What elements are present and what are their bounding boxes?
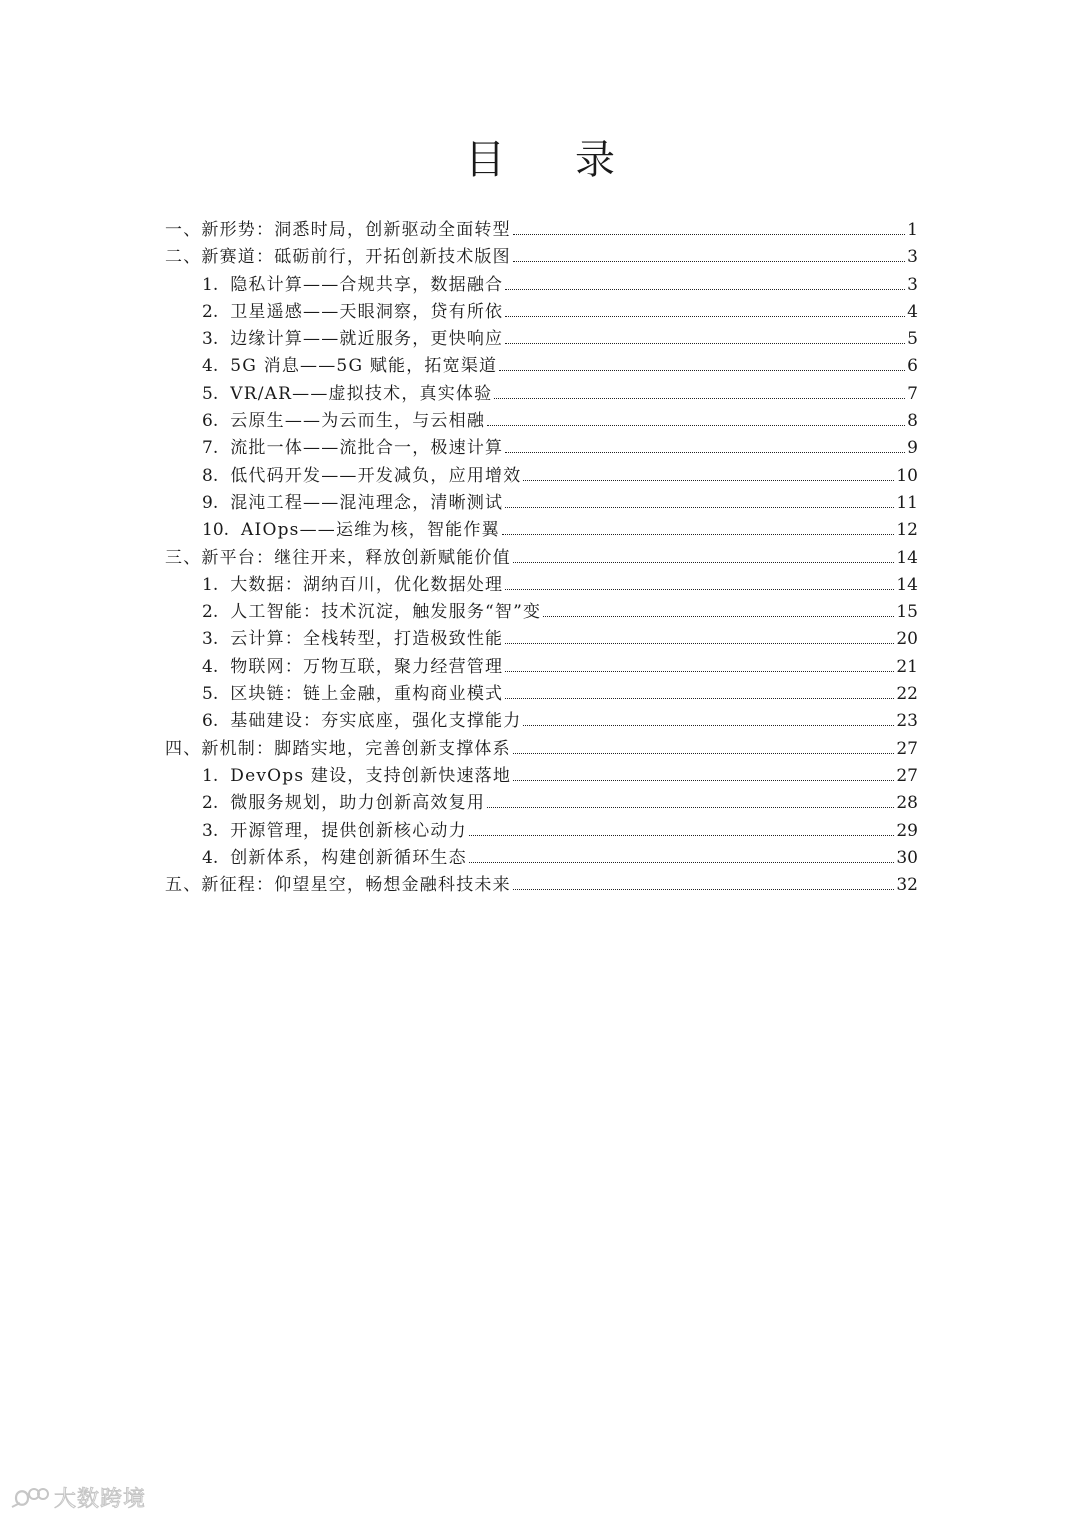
toc-dot-leader [523, 479, 894, 481]
toc-entry-number: 9. [202, 492, 219, 513]
toc-entry[interactable] [165, 845, 918, 872]
page-title-left: 目 [465, 137, 505, 183]
toc-dot-leader [499, 369, 905, 371]
toc-entry-label: 创新体系，构建创新循环生态 [230, 847, 467, 868]
toc-entry-number: 6. [202, 411, 219, 432]
toc-dot-leader [505, 588, 894, 590]
toc-page-number: 1 [907, 220, 918, 240]
toc-entry-number: 2. [202, 793, 219, 814]
toc-entry-number: 4. [202, 356, 219, 377]
toc-page-number: 12 [896, 520, 918, 541]
toc-page-number: 9 [907, 438, 918, 459]
toc-entry[interactable] [165, 217, 918, 244]
table-of-contents [165, 217, 918, 899]
toc-dot-leader [505, 697, 894, 699]
toc-entry[interactable] [165, 353, 918, 380]
toc-page-number: 23 [896, 711, 918, 732]
toc-page-number: 27 [896, 765, 918, 786]
toc-entry-number: 1. [202, 274, 219, 295]
toc-entry[interactable] [165, 545, 918, 572]
toc-entry[interactable] [165, 790, 918, 817]
toc-entry-label: 三、新平台：继往开来，释放创新赋能价值 [165, 547, 511, 568]
toc-entry[interactable] [165, 463, 918, 490]
toc-entry-label: 5G 消息——5G 赋能，拓宽渠道 [230, 356, 498, 377]
toc-page-number: 7 [907, 383, 918, 404]
toc-page-number: 29 [896, 820, 918, 841]
toc-page-number: 8 [907, 411, 918, 432]
toc-entry[interactable] [165, 654, 918, 681]
toc-entry[interactable] [165, 435, 918, 462]
toc-page-number: 28 [896, 793, 918, 814]
page-title [0, 132, 1080, 188]
toc-entry-label: 微服务规划，助力创新高效复用 [230, 793, 486, 814]
toc-entry[interactable] [165, 681, 918, 708]
watermark-text: 大数跨境 [54, 1487, 147, 1512]
toc-dot-leader [494, 397, 905, 399]
toc-entry-label: 一、新形势：洞悉时局，创新驱动全面转型 [165, 220, 511, 240]
toc-dot-leader [543, 615, 894, 617]
toc-dot-leader [513, 260, 905, 262]
toc-entry-number: 10. [202, 520, 230, 541]
toc-page-number: 4 [907, 301, 918, 322]
toc-entry-number: 1. [202, 574, 219, 595]
toc-page-number: 3 [907, 274, 918, 295]
toc-entry-number: 3. [202, 329, 219, 350]
toc-entry[interactable] [165, 490, 918, 517]
toc-page-number: 15 [896, 602, 918, 623]
toc-page-number: 6 [907, 356, 918, 377]
toc-entry-label: 云原生——为云而生，与云相融 [230, 411, 486, 432]
toc-page-number: 20 [896, 629, 918, 650]
page-title-right: 录 [575, 137, 615, 183]
toc-dot-leader [513, 779, 894, 781]
toc-entry-label: AIOps——运维为核，智能作翼 [241, 520, 500, 541]
toc-entry-number: 2. [202, 602, 219, 623]
toc-entry-label: 二、新赛道：砥砺前行，开拓创新技术版图 [165, 247, 511, 268]
toc-dot-leader [523, 724, 894, 726]
toc-dot-leader [505, 451, 905, 453]
toc-page-number: 32 [896, 875, 918, 896]
toc-entry[interactable] [165, 572, 918, 599]
toc-entry[interactable] [165, 708, 918, 735]
toc-entry-label: 人工智能：技术沉淀，触发服务“智”变 [230, 602, 542, 623]
toc-entry-label: 四、新机制：脚踏实地，完善创新支撑体系 [165, 738, 511, 759]
toc-entry-number: 3. [202, 629, 219, 650]
toc-dot-leader [513, 888, 895, 890]
toc-entry-label: 流批一体——流批合一，极速计算 [230, 438, 504, 459]
toc-entry-label: 低代码开发——开发减负，应用增效 [230, 465, 522, 486]
toc-dot-leader [487, 424, 905, 426]
toc-dot-leader [502, 533, 895, 535]
toc-entry-number: 7. [202, 438, 219, 459]
toc-entry-number: 4. [202, 656, 219, 677]
toc-entry-number: 3. [202, 820, 219, 841]
toc-page-number: 10 [896, 465, 918, 486]
toc-entry-label: 隐私计算——合规共享，数据融合 [230, 274, 504, 295]
toc-dot-leader [513, 233, 905, 235]
toc-dot-leader [505, 288, 905, 290]
toc-entry-label: 边缘计算——就近服务，更快响应 [230, 329, 504, 350]
toc-entry[interactable] [165, 381, 918, 408]
toc-dot-leader [469, 861, 895, 863]
toc-entry-label: DevOps 建设，支持创新快速落地 [230, 765, 512, 786]
toc-entry-label: 卫星遥感——天眼洞察，贷有所依 [230, 301, 504, 322]
toc-page-number: 30 [896, 847, 918, 868]
toc-entry[interactable] [165, 626, 918, 653]
toc-entry-label: 区块链：链上金融，重构商业模式 [230, 684, 504, 705]
toc-entry[interactable] [165, 872, 918, 899]
toc-page-number: 14 [896, 547, 918, 568]
toc-entry-number: 5. [202, 684, 219, 705]
toc-dot-leader [505, 642, 894, 644]
toc-dot-leader [505, 315, 905, 317]
toc-entry-number: 2. [202, 301, 219, 322]
toc-entry-number: 4. [202, 847, 219, 868]
toc-entry[interactable] [165, 818, 918, 845]
toc-dot-leader [505, 342, 905, 344]
toc-entry-number: 8. [202, 465, 219, 486]
toc-entry[interactable] [165, 326, 918, 353]
toc-dot-leader [513, 752, 895, 754]
watermark [10, 1482, 146, 1513]
toc-page-number: 21 [896, 656, 918, 677]
toc-entry[interactable] [165, 408, 918, 435]
watermark-logo-icon [10, 1485, 50, 1511]
toc-page-number: 14 [896, 574, 918, 595]
toc-entry[interactable] [165, 299, 918, 326]
toc-page-number: 22 [896, 684, 918, 705]
toc-dot-leader [505, 506, 894, 508]
toc-entry-label: VR/AR——虚拟技术，真实体验 [230, 383, 493, 404]
toc-dot-leader [469, 834, 895, 836]
toc-entry-label: 五、新征程：仰望星空，畅想金融科技未来 [165, 875, 511, 896]
toc-dot-leader [513, 561, 895, 563]
toc-page-number: 5 [907, 329, 918, 350]
toc-entry-label: 物联网：万物互联，聚力经营管理 [230, 656, 504, 677]
toc-entry-number: 6. [202, 711, 219, 732]
toc-dot-leader [505, 670, 894, 672]
toc-entry[interactable] [165, 736, 918, 763]
toc-entry[interactable] [165, 599, 918, 626]
toc-entry-number: 5. [202, 383, 219, 404]
toc-entry[interactable] [165, 272, 918, 299]
toc-page-number: 3 [907, 247, 918, 268]
toc-dot-leader [487, 806, 894, 808]
toc-entry-label: 基础建设：夯实底座，强化支撑能力 [230, 711, 522, 732]
toc-entry-label: 开源管理，提供创新核心动力 [230, 820, 467, 841]
toc-page-number: 27 [896, 738, 918, 759]
toc-entry-label: 混沌工程——混沌理念，清晰测试 [230, 492, 504, 513]
toc-entry-label: 大数据：湖纳百川，优化数据处理 [230, 574, 504, 595]
toc-entry-number: 1. [202, 765, 219, 786]
toc-entry[interactable] [165, 244, 918, 271]
toc-page-number: 11 [896, 492, 918, 513]
toc-entry-label: 云计算：全栈转型，打造极致性能 [230, 629, 504, 650]
toc-entry[interactable] [165, 517, 918, 544]
toc-entry[interactable] [165, 763, 918, 790]
